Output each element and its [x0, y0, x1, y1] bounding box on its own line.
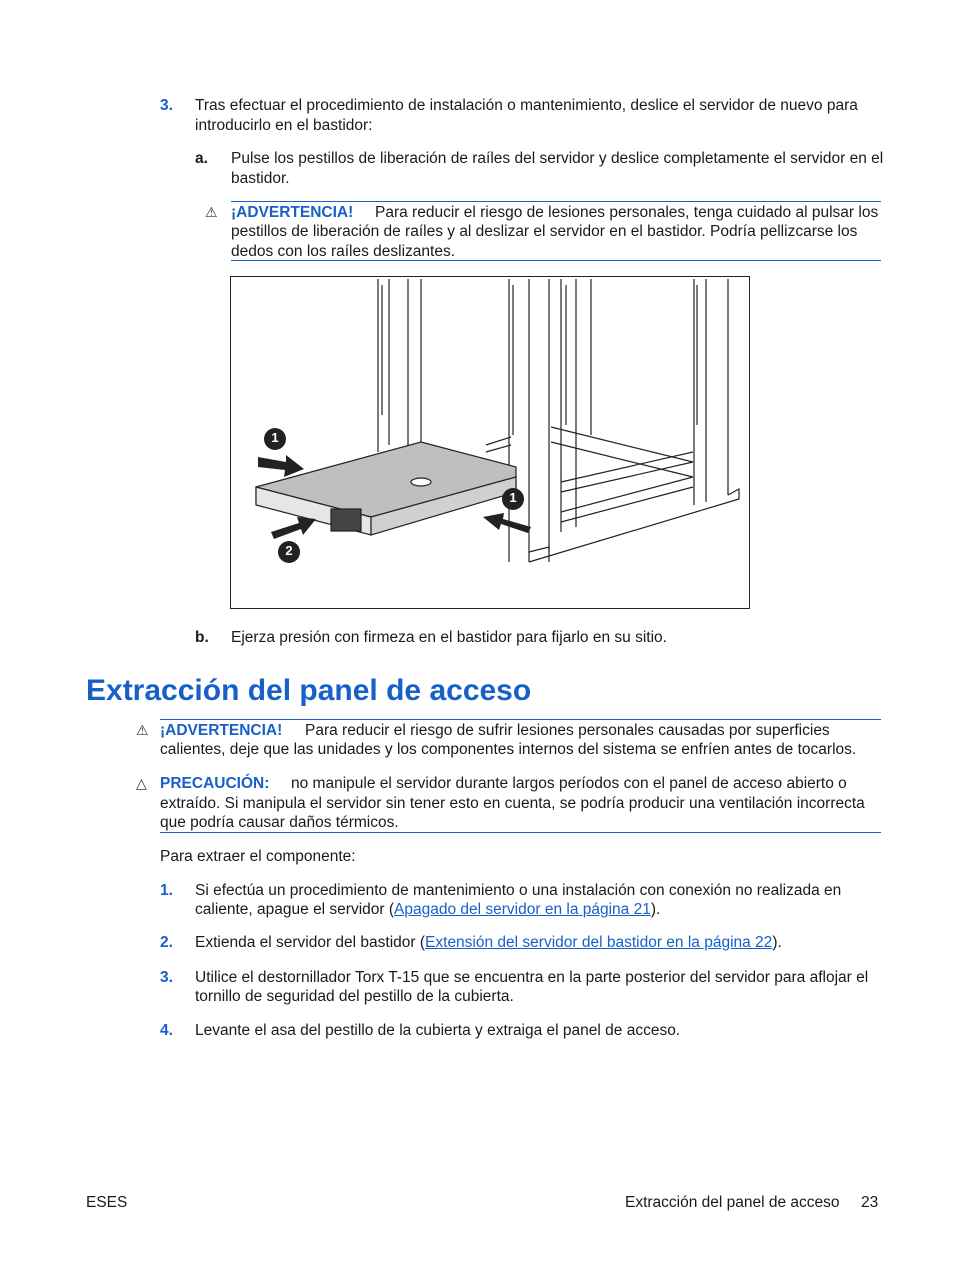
warning-bottom-rule: [231, 260, 881, 261]
server-rack-figure: [230, 276, 750, 609]
warning-text: Para reducir el riesgo de lesiones personales, tenga cuidado al pulsar los: [375, 204, 879, 221]
step-text-with-link: [195, 900, 660, 920]
step-text: Tras efectuar el procedimiento de instalación o mantenimiento, deslice el servidor de nuevo para: [195, 97, 858, 114]
step-text: caliente, apague el servidor (: [195, 901, 395, 918]
substep-letter: b.: [195, 629, 209, 646]
step-text: ).: [772, 934, 782, 951]
callout-1: 1: [271, 430, 279, 445]
warning-triangle-icon: ⚠: [205, 204, 218, 220]
warning-label: ¡ADVERTENCIA!: [231, 204, 354, 221]
warning-text: pestillos de liberación de raíles y al deslizar el servidor en el bastidor. Podría pellizcarse los: [231, 223, 858, 240]
step-text: Si efectúa un procedimiento de mantenimiento o una instalación con conexión no realizada en: [195, 882, 842, 899]
footer-left: ESES: [86, 1194, 128, 1211]
warning-top-rule: [231, 201, 881, 202]
callout-1-right: 1: [509, 490, 517, 505]
intro-text: Para extraer el componente:: [160, 848, 356, 865]
step-text: introducirlo en el bastidor:: [195, 117, 373, 134]
warning-top-rule: [160, 719, 881, 720]
warning-triangle-icon: ⚠: [136, 722, 149, 738]
step-text: ).: [650, 901, 661, 918]
step-text: Utilice el destornillador Torx T-15 que se encuentra en la parte posterior del servidor para aflojar el: [195, 969, 869, 986]
footer-title: Extracción del panel de acceso: [625, 1194, 840, 1211]
link-extension-servidor[interactable]: Extensión del servidor del bastidor en la página 22: [425, 934, 773, 951]
step-number: 4.: [160, 1022, 173, 1039]
warning-text: calientes, deje que las unidades y los componentes internos del sistema se enfríen antes de tocarlos.: [160, 741, 857, 758]
caution-text: extraído. Si manipula el servidor sin tener esto en cuenta, se podría producir una ventilación incorrecta: [160, 795, 865, 812]
callout-2: 2: [285, 543, 293, 558]
step-text-with-link: [195, 933, 782, 953]
substep-text: Pulse los pestillos de liberación de raíles del servidor y deslice completamente el servidor en el: [231, 150, 884, 167]
caution-triangle-icon: △: [136, 775, 147, 791]
caution-label: PRECAUCIÓN:: [160, 775, 270, 792]
step-number: 3.: [160, 97, 173, 114]
step-text: Levante el asa del pestillo de la cubierta y extraiga el panel de acceso.: [195, 1022, 681, 1039]
substep-letter: a.: [195, 150, 208, 167]
step-text: Extienda el servidor del bastidor (: [195, 934, 426, 951]
caution-text: que podría causar daños térmicos.: [160, 814, 399, 831]
link-apagado-servidor[interactable]: Apagado del servidor en la página 21: [394, 901, 651, 918]
caution-text: no manipule el servidor durante largos períodos con el panel de acceso abierto o: [291, 775, 847, 792]
step-number: 3.: [160, 969, 173, 986]
warning-label: ¡ADVERTENCIA!: [160, 722, 283, 739]
substep-text: Ejerza presión con firmeza en el bastidor para fijarlo en su sitio.: [231, 629, 667, 646]
page-number: 23: [861, 1194, 879, 1211]
step-text: tornillo de seguridad del pestillo de la cubierta.: [195, 988, 514, 1005]
step-number: 1.: [160, 882, 173, 899]
warning-text: Para reducir el riesgo de sufrir lesiones personales causadas por superficies: [305, 722, 830, 739]
step-number: 2.: [160, 934, 173, 951]
warning-text: dedos con los raíles deslizantes.: [231, 243, 456, 260]
server-rack-illustration: [231, 277, 749, 608]
substep-text: bastidor.: [231, 170, 290, 187]
caution-bottom-rule: [160, 832, 881, 833]
section-heading: Extracción del panel de acceso: [86, 674, 532, 707]
